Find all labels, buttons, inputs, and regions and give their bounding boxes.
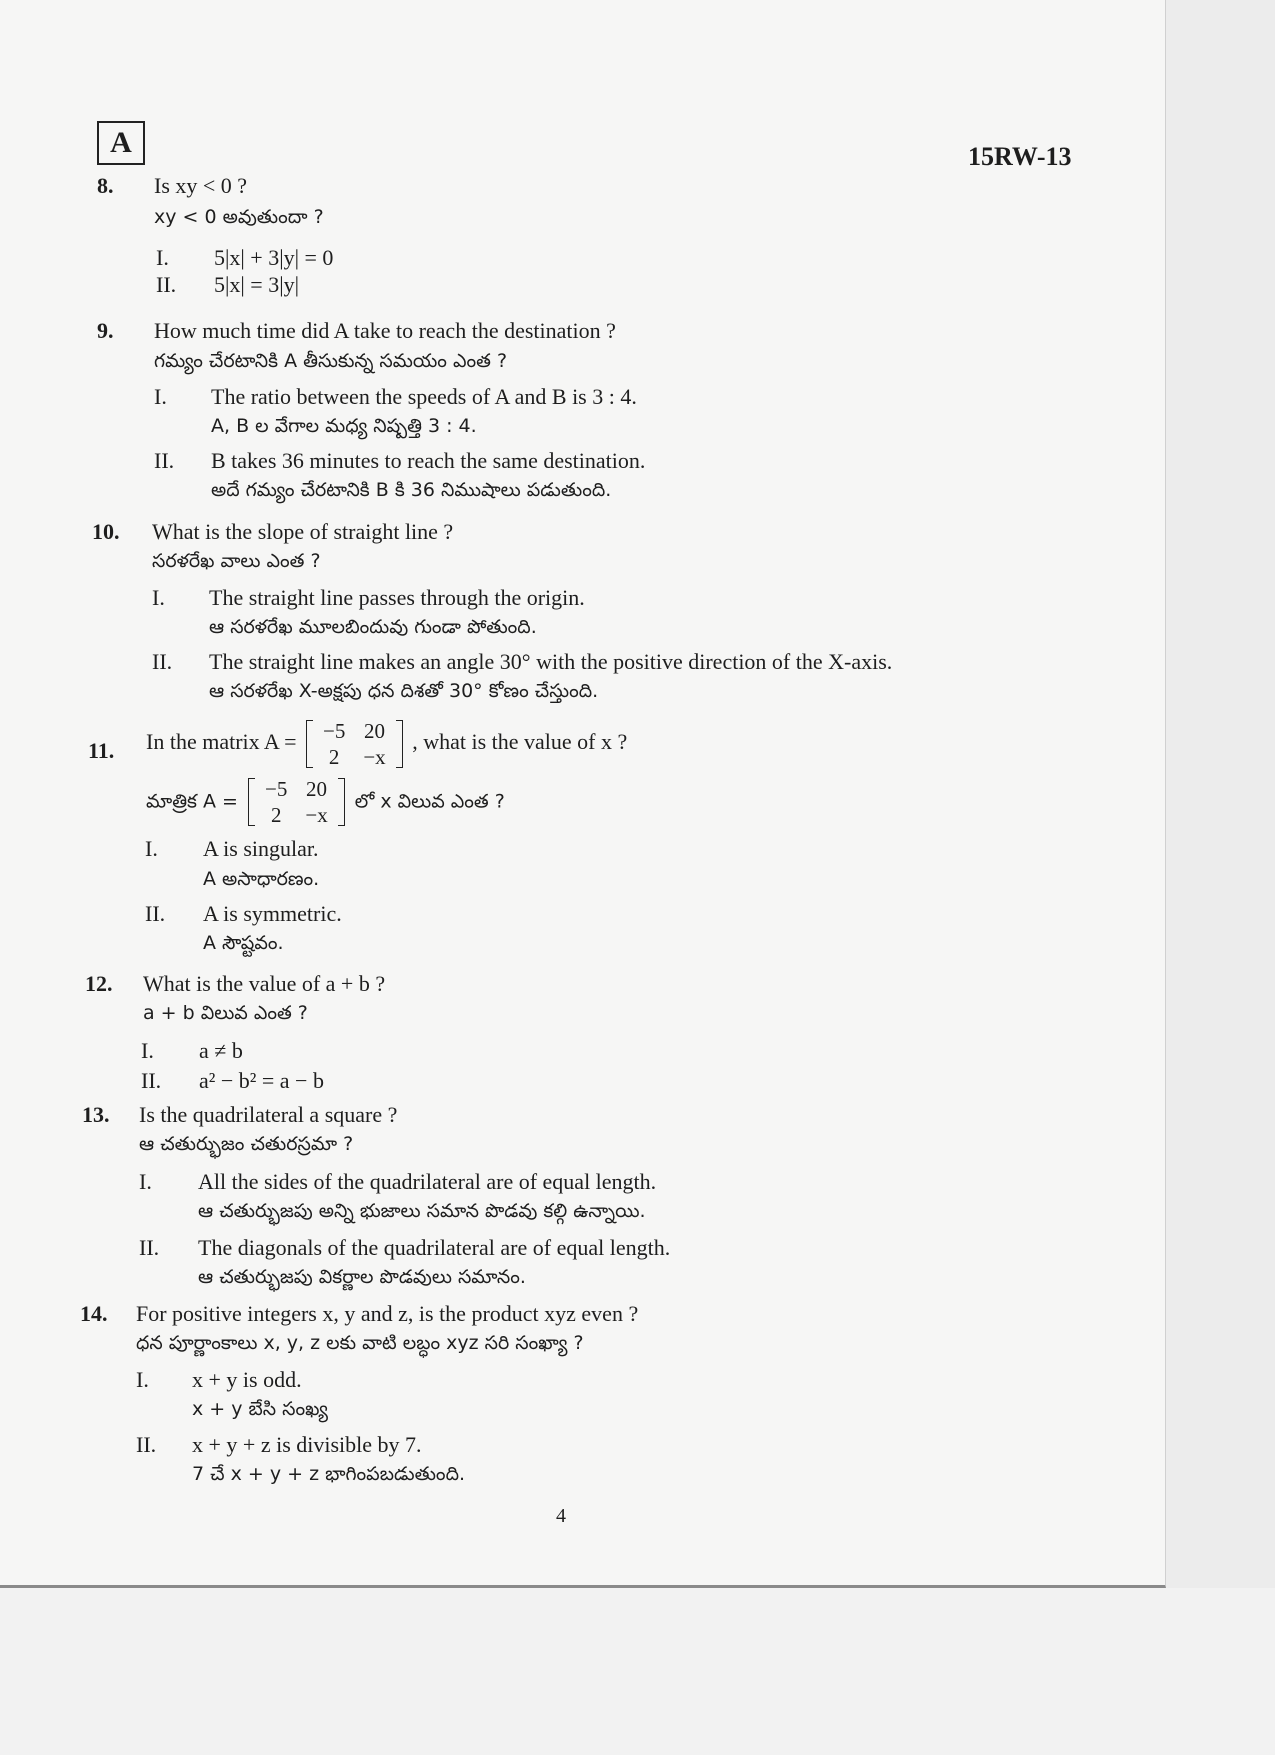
question-text-te-end: లో x విలువ ఎంత ? — [354, 790, 505, 813]
statement-roman: I. — [139, 1169, 152, 1194]
matrix-a — [306, 718, 403, 770]
question-text-en-end: , what is the value of x ? — [412, 729, 628, 755]
matrix-cell: −5 — [323, 719, 346, 743]
statement-roman: II. — [156, 272, 177, 297]
statement-roman: II. — [154, 448, 175, 473]
matrix-cell: 20 — [306, 777, 328, 801]
statement-text-en: x + y is odd. — [192, 1367, 302, 1392]
scanner-background — [0, 1588, 1275, 1755]
question-text-te: సరళరేఖ వాలు ఎంత ? — [152, 550, 321, 572]
question-text-en: For positive integers x, y and z, is the product xyz even ? — [136, 1301, 639, 1326]
statement-text-te: x + y బేసి సంఖ్య — [192, 1398, 328, 1420]
question-text-te-line — [146, 776, 505, 828]
question-text-en: Is the quadrilateral a square ? — [139, 1102, 398, 1127]
statement-roman: I. — [156, 245, 169, 270]
question-text-te: మాత్రిక A = — [146, 790, 238, 813]
statement-text-te: A సౌష్టవం. — [203, 932, 284, 954]
question-text-en-line — [146, 718, 627, 770]
matrix-cell: 2 — [328, 745, 340, 769]
question-number: 14. — [80, 1301, 108, 1326]
statement-text-en: B takes 36 minutes to reach the same destination. — [211, 448, 646, 473]
statement-text: 5|x| + 3|y| = 0 — [214, 245, 334, 270]
statement-text-te: అదే గమ్యం చేరటానికి B కి 36 నిముషాలు పడుతుంది. — [211, 479, 612, 501]
question-text-en: In the matrix A = — [146, 729, 297, 755]
statement-text-te: 7 చే x + y + z భాగింపబడుతుంది. — [192, 1463, 466, 1485]
statement-text-te: ఆ చతుర్భుజపు వికర్ణాల పొడవులు సమానం. — [198, 1266, 526, 1288]
statement-text-en: The diagonals of the quadrilateral are of equal length. — [198, 1235, 671, 1260]
question-text-te: గమ్యం చేరటానికి A తీసుకున్న సమయం ఎంత ? — [154, 350, 508, 372]
question-text-en: Is xy < 0 ? — [154, 173, 248, 198]
statement-text-en: A is symmetric. — [203, 901, 342, 926]
matrix-cell: 2 — [270, 803, 282, 827]
statement-roman: I. — [141, 1038, 154, 1063]
question-text-te: ధన పూర్ణాంకాలు x, y, z లకు వాటి లబ్ధం xyz సరి సంఖ్యా ? — [136, 1332, 584, 1354]
statement-roman: II. — [152, 649, 173, 674]
matrix-cell: −5 — [265, 777, 288, 801]
question-number: 9. — [97, 318, 114, 343]
statement-text-te: ఆ సరళరేఖ X-అక్షపు ధన దిశతో 30° కోణం చేస్తుంది. — [209, 680, 599, 702]
statement-roman: II. — [145, 901, 166, 926]
statement-text-te: ఆ సరళరేఖ మూలబిందువు గుండా పోతుంది. — [209, 616, 537, 638]
question-text-en: What is the slope of straight line ? — [152, 519, 454, 544]
question-number: 12. — [85, 971, 113, 996]
question-number: 11. — [88, 738, 115, 763]
matrix-cell: −x — [363, 745, 386, 769]
statement-text-en: A is singular. — [203, 836, 319, 861]
statement-text-en: x + y + z is divisible by 7. — [192, 1432, 422, 1457]
statement-roman: II. — [141, 1068, 162, 1093]
statement-roman: I. — [152, 585, 165, 610]
statement-text-te: ఆ చతుర్భుజపు అన్ని భుజాలు సమాన పొడవు కల్గి ఉన్నాయి. — [198, 1200, 646, 1222]
question-text-te: ఆ చతుర్భుజం చతురస్రమా ? — [139, 1133, 354, 1155]
question-number: 8. — [97, 173, 114, 198]
statement-roman: I. — [136, 1367, 149, 1392]
question-text-en: How much time did A take to reach the destination ? — [154, 318, 616, 343]
statement-text-te: A, B ల వేగాల మధ్య నిష్పత్తి 3 : 4. — [211, 415, 477, 437]
question-number: 10. — [92, 519, 120, 544]
matrix-a — [248, 776, 345, 828]
statement-text-en: All the sides of the quadrilateral are of equal length. — [198, 1169, 657, 1194]
statement-text: a² − b² = a − b — [199, 1068, 324, 1093]
statement-roman: II. — [136, 1432, 157, 1457]
set-label-box: A — [97, 121, 145, 165]
matrix-cell: 20 — [364, 719, 386, 743]
matrix-cell: −x — [305, 803, 328, 827]
statement-roman: I. — [154, 384, 167, 409]
statement-text-en: The ratio between the speeds of A and B is 3 : 4. — [211, 384, 637, 409]
statement-text-en: The straight line makes an angle 30° with the positive direction of the X-axis. — [209, 649, 893, 674]
question-number: 13. — [82, 1102, 110, 1127]
statement-text-te: A అసాధారణం. — [203, 868, 320, 890]
statement-text: a ≠ b — [199, 1038, 243, 1063]
page-number: 4 — [556, 1505, 566, 1527]
statement-text: 5|x| = 3|y| — [214, 272, 300, 297]
paper-code: 15RW-13 — [968, 142, 1072, 171]
statement-roman: II. — [139, 1235, 160, 1260]
question-text-te: a + b విలువ ఎంత ? — [143, 1002, 308, 1024]
statement-text-en: The straight line passes through the origin. — [209, 585, 585, 610]
question-text-te: xy < 0 అవుతుందా ? — [154, 206, 324, 228]
statement-roman: I. — [145, 836, 158, 861]
question-text-en: What is the value of a + b ? — [143, 971, 386, 996]
